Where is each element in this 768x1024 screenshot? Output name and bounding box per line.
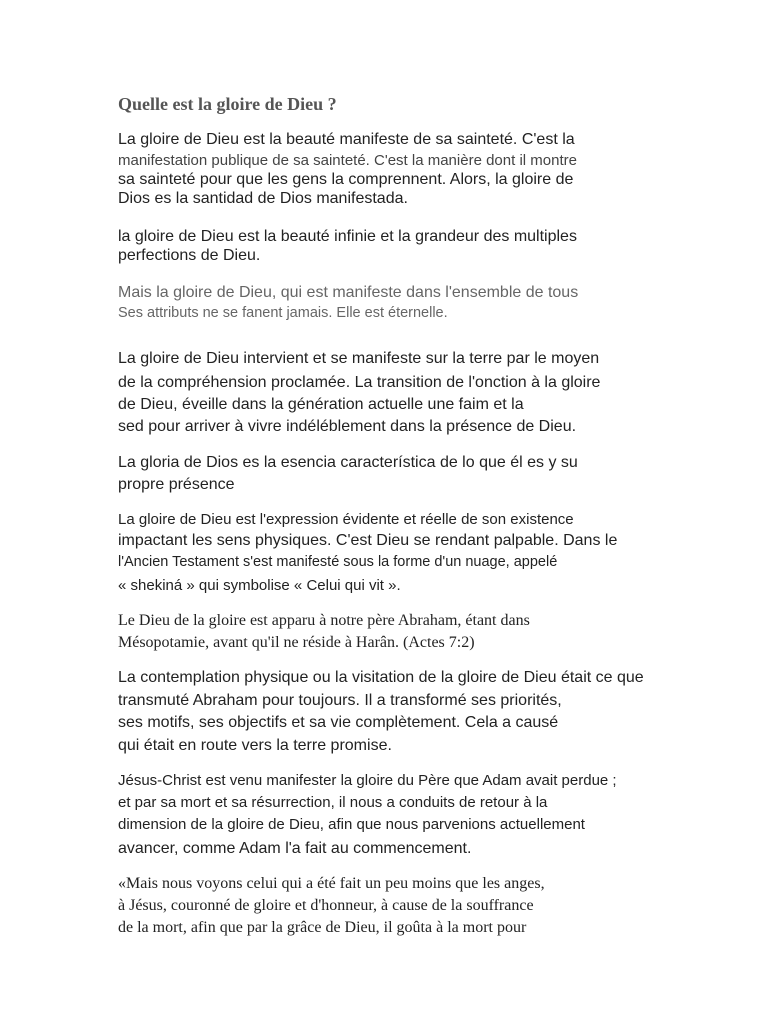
- paragraph-1-line-1: La gloire de Dieu est la beauté manifeste de sa sainteté. C'est la: [118, 131, 575, 148]
- paragraph-4-line-3: de Dieu, éveille dans la génération actuelle une faim et la: [118, 396, 524, 413]
- paragraph-8-line-1: La contemplation physique ou la visitation de la gloire de Dieu était ce que: [118, 669, 644, 686]
- paragraph-9-line-1: Jésus-Christ est venu manifester la gloire du Père que Adam avait perdue ;: [118, 772, 617, 789]
- paragraph-5-line-1: La gloria de Dios es la esencia característica de lo que él es y su: [118, 454, 578, 471]
- paragraph-7-line-1: Le Dieu de la gloire est apparu à notre père Abraham, étant dans: [118, 612, 530, 629]
- paragraph-6-line-1: La gloire de Dieu est l'expression évidente et réelle de son existence: [118, 511, 574, 528]
- paragraph-1-line-3: sa sainteté pour que les gens la comprennent. Alors, la gloire de: [118, 171, 574, 188]
- paragraph-10-line-2: à Jésus, couronné de gloire et d'honneur, à cause de la souffrance: [118, 897, 534, 914]
- paragraph-2-line-1: la gloire de Dieu est la beauté infinie et la grandeur des multiples: [118, 228, 577, 245]
- paragraph-2-line-2: perfections de Dieu.: [118, 247, 261, 264]
- page-title: Quelle est la gloire de Dieu ?: [118, 94, 337, 114]
- paragraph-4-line-1: La gloire de Dieu intervient et se manifeste sur la terre par le moyen: [118, 350, 600, 367]
- paragraph-6-line-3: l'Ancien Testament s'est manifesté sous la forme d'un nuage, appelé: [118, 554, 558, 570]
- paragraph-6-line-2: impactant les sens physiques. C'est Dieu se rendant palpable. Dans le: [118, 532, 618, 549]
- paragraph-5-line-2: propre présence: [118, 476, 235, 493]
- paragraph-8-line-2: transmuté Abraham pour toujours. Il a transformé ses priorités,: [118, 692, 562, 709]
- paragraph-8-line-3: ses motifs, ses objectifs et sa vie complètement. Cela a causé: [118, 714, 559, 731]
- paragraph-9-line-4: avancer, comme Adam l'a fait au commencement.: [118, 840, 472, 857]
- paragraph-1-line-2: manifestation publique de sa sainteté. C'est la manière dont il montre: [118, 152, 577, 169]
- paragraph-4-line-4: sed pour arriver à vivre indéléblement dans la présence de Dieu.: [118, 418, 577, 435]
- paragraph-9-line-2: et par sa mort et sa résurrection, il nous a conduits de retour à la: [118, 794, 548, 811]
- paragraph-10-line-1: «Mais nous voyons celui qui a été fait un peu moins que les anges,: [118, 875, 545, 892]
- paragraph-7-line-2: Mésopotamie, avant qu'il ne réside à Harân. (Actes 7:2): [118, 634, 475, 651]
- paragraph-6-line-4: « shekiná » qui symbolise « Celui qui vit ».: [118, 577, 401, 594]
- paragraph-8-line-4: qui était en route vers la terre promise.: [118, 737, 392, 754]
- paragraph-4-line-2: de la compréhension proclamée. La transition de l'onction à la gloire: [118, 374, 601, 391]
- paragraph-10-line-3: de la mort, afin que par la grâce de Dieu, il goûta à la mort pour: [118, 919, 527, 936]
- paragraph-1-line-4: Dios es la santidad de Dios manifestada.: [118, 190, 408, 207]
- paragraph-3-line-2: Ses attributs ne se fanent jamais. Elle est éternelle.: [118, 305, 448, 321]
- paragraph-3-line-1: Mais la gloire de Dieu, qui est manifeste dans l'ensemble de tous: [118, 284, 579, 301]
- paragraph-9-line-3: dimension de la gloire de Dieu, afin que nous parvenions actuellement: [118, 816, 585, 833]
